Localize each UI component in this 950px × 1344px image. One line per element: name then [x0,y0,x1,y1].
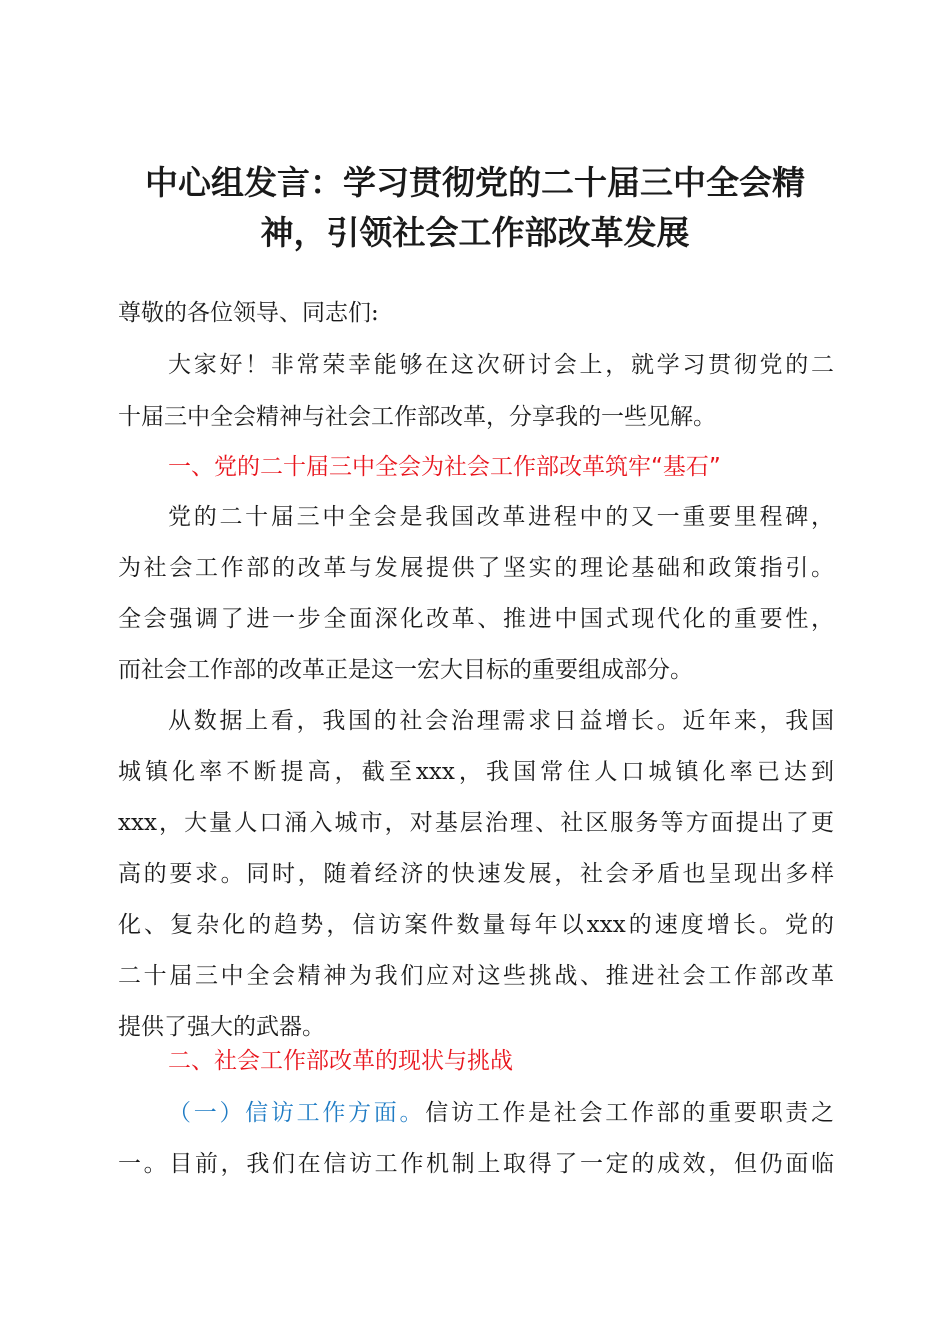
document-title [110,158,840,258]
title-line-1: 中心组发言：学习贯彻党的二十届三中全会精 [145,163,805,202]
section-1-para-2-line-6: 二十届三中全会精神为我们应对这些挑战、推进社会工作部改革 [118,963,834,989]
section-1-para-1-line-1: 党的二十届三中全会是我国改革进程中的又一重要里程碑， [168,504,834,530]
section-1-para-2-line-2: 城镇化率不断提高，截至xxx，我国常住人口城镇化率已达到 [118,759,834,785]
title-line-2: 神，引领社会工作部改革发展 [260,213,690,252]
section-1-heading: 一、党的二十届三中全会为社会工作部改革筑牢“基石” [168,454,721,480]
salutation: 尊敬的各位领导、同志们: [118,300,379,326]
section-1-para-2-line-3: xxx，大量人口涌入城市，对基层治理、社区服务等方面提出了更 [118,810,834,836]
section-1-para-1-line-4: 而社会工作部的改革正是这一宏大目标的重要组成部分。 [118,657,693,683]
subsection-1-line-2: 一。目前，我们在信访工作机制上取得了一定的成效，但仍面临 [118,1151,834,1177]
section-1-para-2-line-7: 提供了强大的武器。 [118,1014,325,1040]
section-2-heading: 二、社会工作部改革的现状与挑战 [168,1048,513,1074]
section-1-para-1-line-2: 为社会工作部的改革与发展提供了坚实的理论基础和政策指引。 [118,555,834,581]
section-1-para-2-line-4: 高的要求。同时，随着经济的快速发展，社会矛盾也呈现出多样 [118,861,834,887]
subsection-1-line-1 [168,1098,834,1128]
intro-line-1: 大家好！非常荣幸能够在这次研讨会上，就学习贯彻党的二 [168,352,834,378]
section-1-para-2-line-1: 从数据上看，我国的社会治理需求日益增长。近年来，我国 [168,708,834,734]
subsection-1-line-1-text: 信访工作是社会工作部的重要职责之 [425,1100,835,1126]
intro-line-2: 十届三中全会精神与社会工作部改革，分享我的一些见解。 [118,404,716,430]
section-1-para-1-line-3: 全会强调了进一步全面深化改革、推进中国式现代化的重要性， [118,606,834,632]
section-1-para-2-line-5: 化、复杂化的趋势，信访案件数量每年以xxx的速度增长。党的 [118,912,834,938]
subsection-1-label: （一）信访工作方面。 [168,1100,426,1126]
